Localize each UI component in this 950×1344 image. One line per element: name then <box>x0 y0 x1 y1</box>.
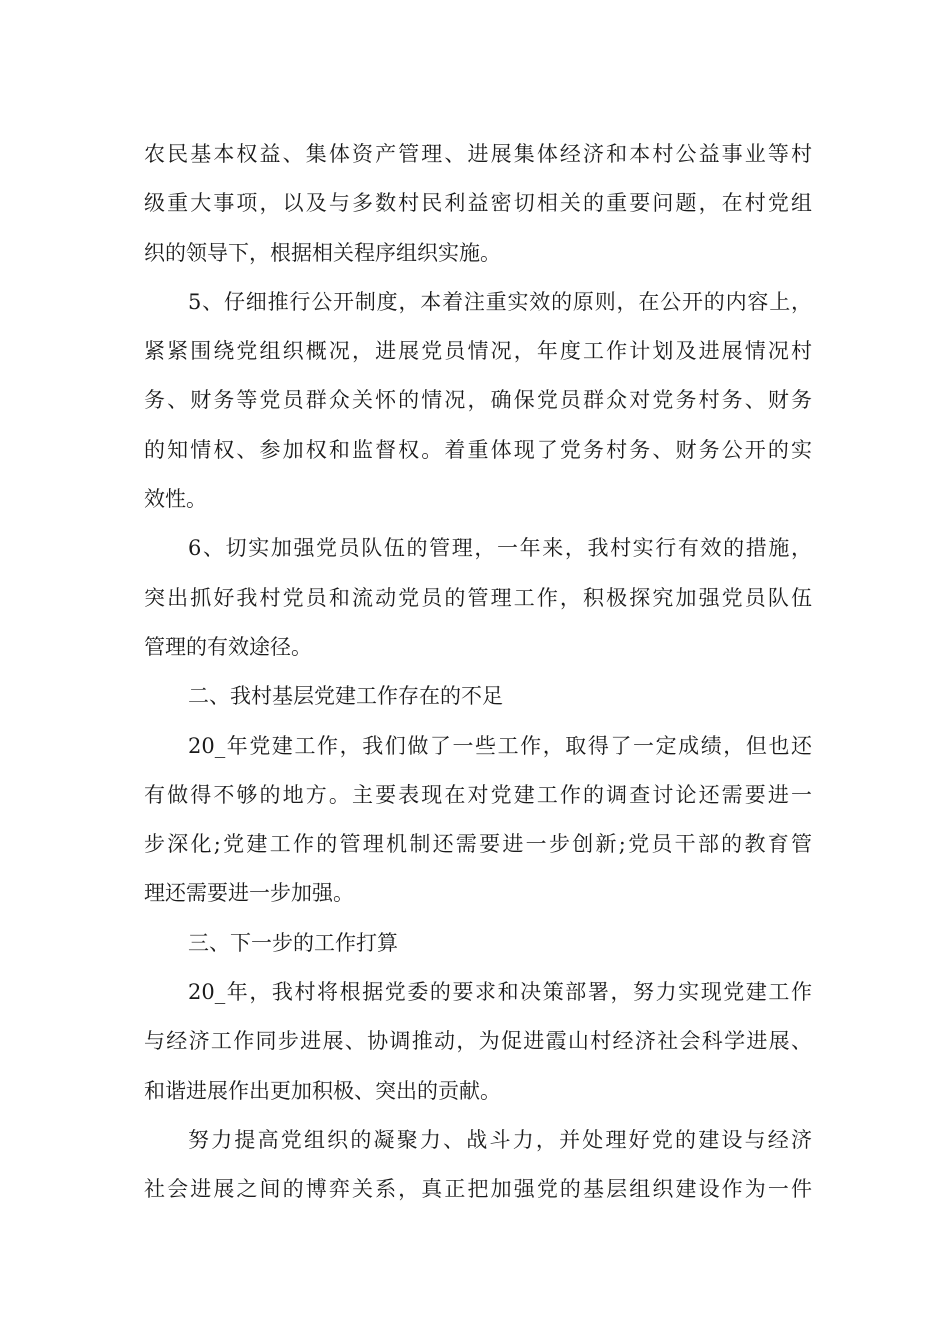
text-line: 紧紧围绕党组织概况，进展党员情况，年度工作计划及进展情况村 <box>144 339 812 364</box>
document-body <box>144 130 812 1215</box>
text-line: 社会进展之间的博弈关系，真正把加强党的基层组织建设作为一件 <box>144 1177 812 1202</box>
text-line: 步深化;党建工作的管理机制还需要进一步创新;党员干部的教育管 <box>144 832 812 857</box>
text-line: 管理的有效途径。 <box>144 634 312 659</box>
text-line: 突出抓好我村党员和流动党员的管理工作，积极探究加强党员队伍 <box>144 585 812 610</box>
text-line: 二、我村基层党建工作存在的不足 <box>188 684 503 709</box>
text-line: 三、下一步的工作打算 <box>188 930 398 955</box>
text-line: 理还需要进一步加强。 <box>144 881 354 906</box>
text-line: 务、财务等党员群众关怀的情况，确保党员群众对党务村务、财务 <box>144 388 812 413</box>
text-line: 努力提高党组织的凝聚力、战斗力，并处理好党的建设与经济 <box>188 1127 812 1152</box>
text-line: 织的领导下，根据相关程序组织实施。 <box>144 240 501 265</box>
text-line: 6、切实加强党员队伍的管理，一年来，我村实行有效的措施， <box>188 536 812 561</box>
text-line: 的知情权、参加权和监督权。着重体现了党务村务、财务公开的实 <box>144 437 812 462</box>
text-line: 效性。 <box>144 487 207 512</box>
text-line: 5、仔细推行公开制度，本着注重实效的原则，在公开的内容上， <box>188 289 812 314</box>
text-line: 级重大事项，以及与多数村民利益密切相关的重要问题，在村党组 <box>144 191 812 216</box>
text-line: 20_年，我村将根据党委的要求和决策部署，努力实现党建工作 <box>188 980 812 1005</box>
text-line: 和谐进展作出更加积极、突出的贡献。 <box>144 1078 501 1103</box>
text-line: 有做得不够的地方。主要表现在对党建工作的调查讨论还需要进一 <box>144 782 812 807</box>
text-line: 农民基本权益、集体资产管理、进展集体经济和本村公益事业等村 <box>144 142 812 166</box>
text-line: 与经济工作同步进展、协调推动，为促进霞山村经济社会科学进展、 <box>144 1029 812 1054</box>
text-line: 20_年党建工作，我们做了一些工作，取得了一定成绩，但也还 <box>188 733 812 758</box>
